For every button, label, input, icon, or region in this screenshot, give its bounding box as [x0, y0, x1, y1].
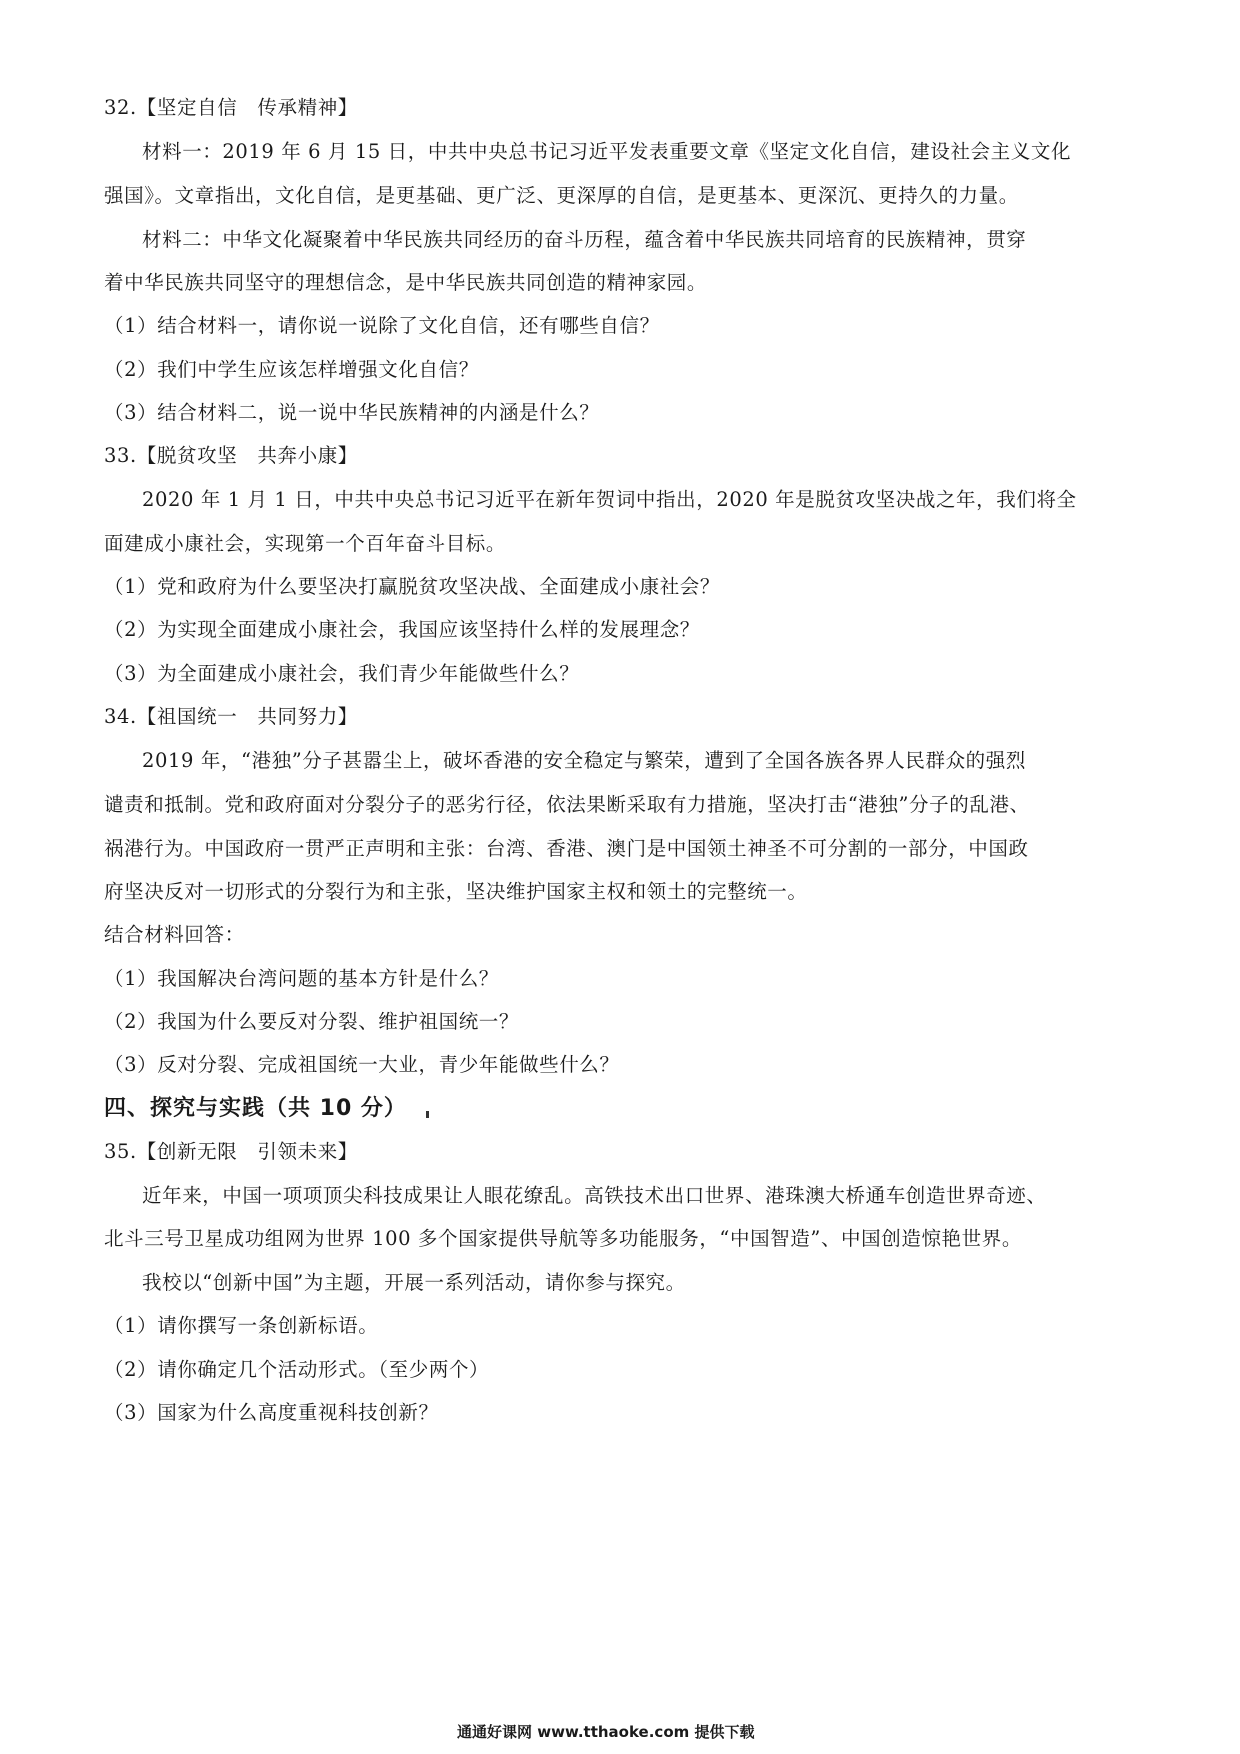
q34-paragraph-line4: 府坚决反对一切形式的分裂行为和主张，坚决维护国家主权和领土的完整统一。	[104, 880, 808, 903]
q35-subquestion-1: （1）请你撰写一条创新标语。	[104, 1314, 379, 1337]
q35-paragraph-line2: 北斗三号卫星成功组网为世界 100 多个国家提供导航等多功能服务，“中国智造”、中国创造惊艳世界。	[104, 1227, 1022, 1250]
q34-paragraph-line2: 谴责和抵制。党和政府面对分裂分子的恶劣行径，依法果断采取有力措施，坚决打击“港独”分子的乱港、	[104, 793, 1030, 816]
q35-subquestion-3: （3）国家为什么高度重视科技创新？	[104, 1401, 439, 1424]
q32-subquestion-2: （2）我们中学生应该怎样增强文化自信？	[104, 358, 479, 381]
stray-mark	[426, 1111, 429, 1118]
q35-subquestion-2: （2）请你确定几个活动形式。（至少两个）	[104, 1358, 490, 1381]
q34-answer-lead: 结合材料回答：	[104, 923, 245, 946]
q32-material1-line2: 强国》。文章指出，文化自信，是更基础、更广泛、更深厚的自信，是更基本、更深沉、更持久的力量。	[104, 184, 1019, 207]
q33-paragraph-line2: 面建成小康社会，实现第一个百年奋斗目标。	[104, 532, 507, 555]
q33-title: 33.【脱贫攻坚 共奔小康】	[104, 444, 358, 467]
q34-subquestion-2: （2）我国为什么要反对分裂、维护祖国统一？	[104, 1010, 520, 1033]
q35-paragraph-2: 我校以“创新中国”为主题，开展一系列活动，请你参与探究。	[142, 1271, 686, 1294]
q34-paragraph-line3: 祸港行为。中国政府一贯严正声明和主张：台湾、香港、澳门是中国领土神圣不可分割的一部分，中国政	[104, 837, 1029, 860]
q33-subquestion-1: （1）党和政府为什么要坚决打赢脱贫攻坚决战、全面建成小康社会？	[104, 575, 721, 598]
section4-heading: 四、探究与实践（共 10 分）	[104, 1096, 407, 1121]
q32-subquestion-3: （3）结合材料二，说一说中华民族精神的内涵是什么？	[104, 401, 600, 424]
footer-download-notice: 通通好课网 www.tthaoke.com 提供下载	[457, 1723, 755, 1741]
q32-subquestion-1: （1）结合材料一，请你说一说除了文化自信，还有哪些自信？	[104, 314, 660, 337]
q32-material2-line1: 材料二：中华文化凝聚着中华民族共同经历的奋斗历程，蕴含着中华民族共同培育的民族精神，贯穿	[142, 228, 1027, 251]
q32-material1-line1: 材料一：2019 年 6 月 15 日，中共中央总书记习近平发表重要文章《坚定文化自信，建设社会主义文化	[142, 140, 1072, 163]
q34-subquestion-3: （3）反对分裂、完成祖国统一大业，青少年能做些什么？	[104, 1053, 620, 1076]
q32-material2-line2: 着中华民族共同坚守的理想信念，是中华民族共同创造的精神家园。	[104, 271, 708, 294]
q35-paragraph-line1: 近年来，中国一项项顶尖科技成果让人眼花缭乱。高铁技术出口世界、港珠澳大桥通车创造世界奇迹、	[142, 1184, 1047, 1207]
q34-paragraph-line1: 2019 年，“港独”分子甚嚣尘上，破坏香港的安全稳定与繁荣，遭到了全国各族各界人民群众的强烈	[142, 749, 1026, 772]
q34-title: 34.【祖国统一 共同努力】	[104, 705, 358, 728]
q33-paragraph-line1: 2020 年 1 月 1 日，中共中央总书记习近平在新年贺词中指出，2020 年是脱贫攻坚决战之年，我们将全	[142, 488, 1077, 511]
q32-title: 32.【坚定自信 传承精神】	[104, 96, 358, 119]
q35-title: 35.【创新无限 引领未来】	[104, 1140, 358, 1163]
q33-subquestion-2: （2）为实现全面建成小康社会，我国应该坚持什么样的发展理念？	[104, 618, 700, 641]
q34-subquestion-1: （1）我国解决台湾问题的基本方针是什么？	[104, 967, 499, 990]
q33-subquestion-3: （3）为全面建成小康社会，我们青少年能做些什么？	[104, 662, 580, 685]
